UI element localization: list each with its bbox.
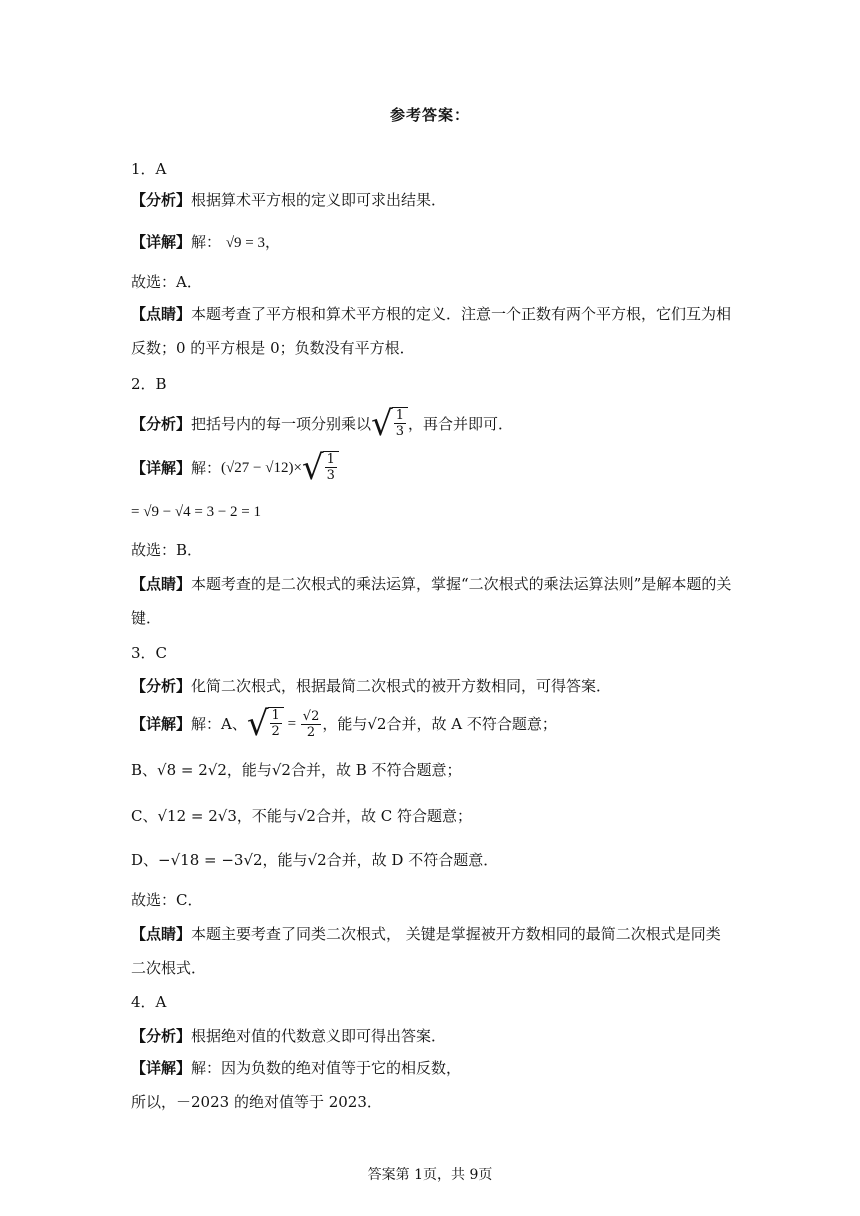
q3-comment-line2: 二次根式． xyxy=(131,959,207,977)
q1-analysis-text: 根据算术平方根的定义即可求出结果． xyxy=(191,191,447,209)
q3-option-c: C、√12 = 2√3，不能与√2合并，故 C 符合题意； xyxy=(131,807,472,825)
page-title: 参考答案： xyxy=(389,106,470,124)
comment-tag: 【点睛】 xyxy=(131,575,192,593)
sqrt-one-half: √ $\frac{1}{2}$ xyxy=(247,707,284,741)
analysis-tag: 【分析】 xyxy=(131,191,192,209)
root2-over-2: $\frac{√2}{2}$ xyxy=(302,708,320,740)
q3-a-post: ，能与√2合并，故 A 不符合题意； xyxy=(322,715,557,733)
q3-detail xyxy=(131,704,740,744)
q2-analysis-post: ，再合并即可． xyxy=(407,415,513,433)
q3-analysis-text: 化简二次根式，根据最简二次根式的被开方数相同，可得答案． xyxy=(191,677,612,695)
sqrt-one-third: √ $\frac{1}{3}$ xyxy=(302,451,339,485)
q3-number: 3．C xyxy=(131,644,168,662)
q4-analysis-text: 根据绝对值的代数意义即可得出答案． xyxy=(191,1027,447,1045)
analysis-tag: 【分析】 xyxy=(131,1027,192,1045)
sqrt-one-third: √ $\frac{1}{3}$ xyxy=(371,407,408,441)
q3-comment-line1 xyxy=(131,922,740,946)
page-footer: 答案第 1页，共 9页 xyxy=(367,1167,493,1183)
analysis-tag: 【分析】 xyxy=(131,415,192,433)
q2-expression: (√27 − √12)× xyxy=(221,460,302,476)
q3-option-b: B、√8 = 2√2，能与√2合并，故 B 不符合题意； xyxy=(131,761,462,779)
q1-detail-math: √9 = 3， xyxy=(225,235,281,251)
q1-detail-prefix: 解： xyxy=(191,233,222,251)
q2-detail xyxy=(131,448,740,488)
q4-conclusion: 所以，－2023 的绝对值等于 2023． xyxy=(131,1093,382,1111)
comment-tag: 【点睛】 xyxy=(131,305,192,323)
q2-choice: 故选：B． xyxy=(131,541,203,559)
q3-detail-prefix: 解：A、 xyxy=(191,715,247,733)
q1-comment-line2: 反数；0 的平方根是 0；负数没有平方根． xyxy=(131,339,415,357)
q2-comment-line2: 键． xyxy=(131,609,162,627)
q2-comment-text1: 本题考查的是二次根式的乘法运算，掌握“二次根式的乘法运算法则”是解本题的关 xyxy=(191,575,732,593)
q1-comment-line1 xyxy=(131,302,740,326)
detail-tag: 【详解】 xyxy=(131,1059,192,1077)
detail-tag: 【详解】 xyxy=(131,715,192,733)
q2-detail-prefix: 解： xyxy=(191,459,222,477)
q2-analysis-pre: 把括号内的每一项分别乘以 xyxy=(191,415,372,433)
q3-choice: 故选：C． xyxy=(131,891,203,909)
q3-comment-text1: 本题主要考查了同类二次根式， 关键是掌握被开方数相同的最简二次根式是同类 xyxy=(191,925,721,943)
q1-comment-text1: 本题考查了平方根和算术平方根的定义．注意一个正数有两个平方根，它们互为相 xyxy=(191,305,732,323)
q1-analysis xyxy=(131,188,740,212)
q4-detail xyxy=(131,1056,740,1080)
q1-choice: 故选：A． xyxy=(131,273,202,291)
q2-comment-line1 xyxy=(131,572,740,596)
q2-analysis xyxy=(131,404,740,444)
comment-tag: 【点睛】 xyxy=(131,925,192,943)
q4-analysis xyxy=(131,1024,740,1048)
q2-number: 2．B xyxy=(131,375,167,393)
q4-number: 4．A xyxy=(131,993,167,1011)
q3-analysis xyxy=(131,674,740,698)
equals-sign: = xyxy=(283,716,300,732)
q1-number: 1．A xyxy=(131,160,167,178)
analysis-tag: 【分析】 xyxy=(131,677,192,695)
q4-detail-text: 解：因为负数的绝对值等于它的相反数， xyxy=(191,1059,462,1077)
q2-step2: = √9 − √4 = 3 − 2 = 1 xyxy=(131,504,262,520)
q3-option-d: D、−√18 = −3√2，能与√2合并，故 D 不符合题意． xyxy=(131,851,499,869)
q1-detail xyxy=(131,230,740,255)
detail-tag: 【详解】 xyxy=(131,233,192,251)
detail-tag: 【详解】 xyxy=(131,459,192,477)
